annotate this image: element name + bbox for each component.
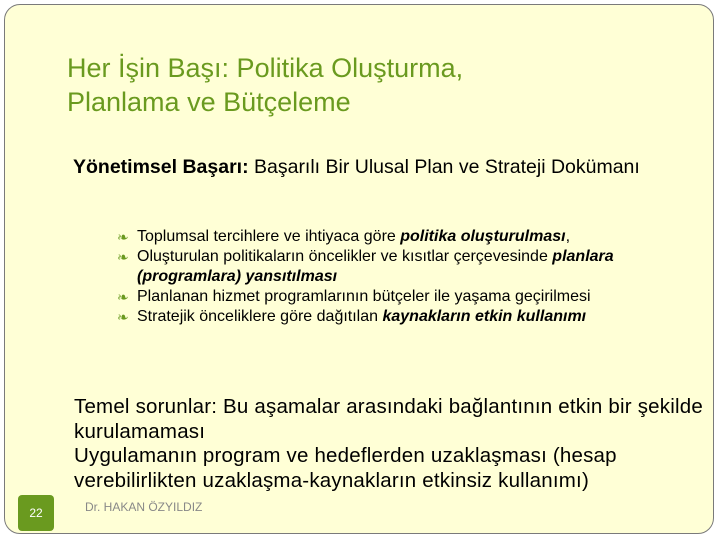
subtitle-bold: Yönetimsel Başarı: xyxy=(73,156,249,178)
author-footer: Dr. HAKAN ÖZYILDIZ xyxy=(85,500,203,514)
bullet-list xyxy=(109,227,709,327)
slide-title xyxy=(67,51,667,119)
subtitle xyxy=(73,155,693,179)
bullet-text: Stratejik önceliklere göre dağıtılan xyxy=(137,308,383,325)
bullet-emphasis: politika oluşturulması xyxy=(400,228,566,245)
page-number-badge: 22 xyxy=(18,495,54,531)
slide xyxy=(4,4,714,534)
subtitle-rest: Başarılı Bir Ulusal Plan ve Strateji Dokümanı xyxy=(248,156,640,178)
bullet-emphasis: kaynakların etkin kullanımı xyxy=(382,308,587,325)
list-item xyxy=(109,307,709,327)
list-item xyxy=(109,247,709,287)
body-paragraph-1: Temel sorunlar: Bu aşamalar arasındaki bağlantının etkin bir şekilde kurulamaması xyxy=(74,395,703,443)
bullet-icon: ❧ xyxy=(117,249,129,265)
body-text xyxy=(74,395,714,493)
bullet-text: Planlanan hizmet programlarının bütçeler ile yaşama geçirilmesi xyxy=(137,288,591,305)
bullet-icon: ❧ xyxy=(117,309,129,325)
bullet-text: Toplumsal tercihlere ve ihtiyaca göre xyxy=(137,228,401,245)
bullet-text: Oluşturulan politikaların öncelikler ve kısıtlar çerçevesinde xyxy=(137,248,553,265)
body-paragraph-2: Uygulamanın program ve hedeflerden uzaklaşması (hesap verebilirlikten uzaklaşma-kaynakların etkinsiz kullanımı) xyxy=(74,444,617,492)
bullet-icon: ❧ xyxy=(117,229,129,245)
list-item xyxy=(109,287,709,307)
title-line-2: Planlama ve Bütçeleme xyxy=(67,87,351,117)
bullet-icon: ❧ xyxy=(117,289,129,305)
list-item xyxy=(109,227,709,247)
bullet-emphasis: planlara (programlara) yansıtılması xyxy=(137,248,614,285)
title-line-1: Her İşin Başı: Politika Oluşturma, xyxy=(67,53,464,83)
bullet-text-tail: , xyxy=(565,228,571,245)
